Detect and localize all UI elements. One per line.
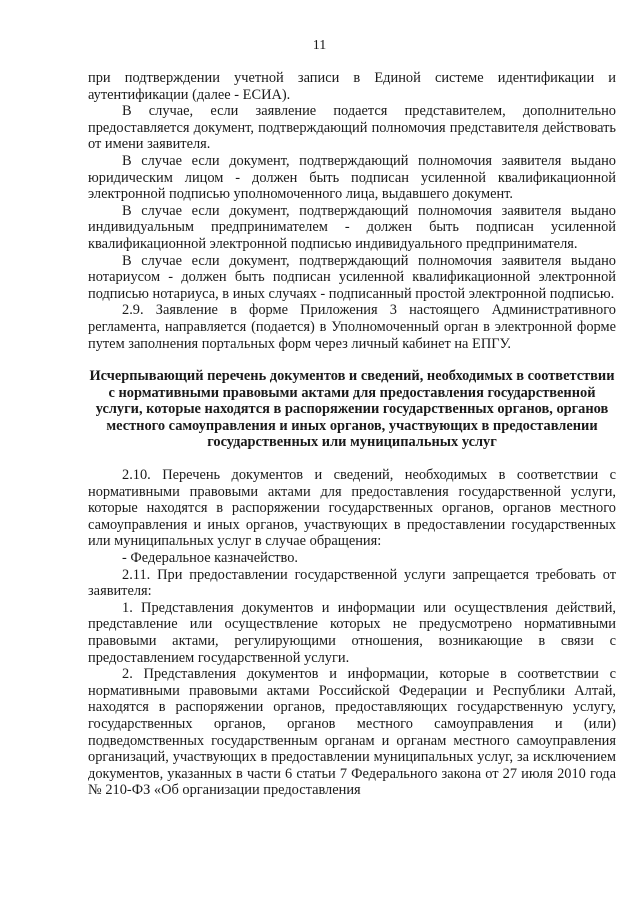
paragraph: В случае если документ, подтверждающий полномочия заявителя выдано нотариусом - должен быть подписан усиленной квалификационной электронной подписью нотариуса, в иных случаях - подписанный простой электронной подписью.: [88, 252, 616, 302]
list-item: - Федеральное казначейство.: [122, 550, 299, 567]
paragraph-2-11: 2.11. При предоставлении государственной услуги запрещается требовать от заявителя:: [88, 566, 616, 600]
paragraph: при подтверждении учетной записи в Единой системе идентификации и аутентификации (далее - ЕСИА).: [88, 70, 616, 103]
paragraph-2-10: 2.10. Перечень документов и сведений, необходимых в соответствии с нормативными правовыми актами для предоставления государственной услуги, которые находятся в распоряжении государственных органов, органов местного самоуправления и иных органов, участвующих в предоставлении государственных или муниципальных услуг в случае обращения:: [88, 467, 616, 550]
paragraph: В случае если документ, подтверждающий полномочия заявителя выдано юридическим лицом - должен быть подписан усиленной квалификационной электронной подписью уполномоченного лица, выдавшего документ.: [88, 152, 616, 203]
list-item: 2. Представления документов и информации, которые в соответствии с нормативными правовыми актами Российской Федерации и Республики Алтай, находятся в распоряжении органов, предоставляющих государственную услугу, государственных органов, органов местного самоуправления и (или) подведомственных государственным органам и органам местного самоуправления организаций, участвующих в предоставлении муниципальных услуг, за исключением документов, указанных в части 6 статьи 7 Федерального закона от 27 июля 2010 года № 210-ФЗ «Об организации предоставления: [88, 666, 616, 799]
paragraph: В случае если документ, подтверждающий полномочия заявителя выдано индивидуальным предпринимателем - должен быть подписан усиленной квалификационной электронной подписью индивидуального предпринимателя.: [88, 202, 616, 252]
document-body: [88, 70, 616, 799]
section-heading: Исчерпывающий перечень документов и сведений, необходимых в соответствии с нормативными правовыми актами для предоставления государственной услуги, которые находятся в распоряжении государственных органов, органов местного самоуправления и иных органов, участвующих в предоставлении государственных или муниципальных услуг: [89, 368, 615, 451]
paragraph-2-9: 2.9. Заявление в форме Приложения 3 настоящего Административного регламента, направляется (подается) в Уполномоченный орган в электронной форме путем заполнения портальных форм через личный кабинет на ЕПГУ.: [88, 302, 616, 352]
page-number: 11: [312, 38, 327, 53]
paragraph: В случае, если заявление подается представителем, дополнительно предоставляется документ, подтверждающий полномочия представителя действовать от имени заявителя.: [88, 103, 616, 153]
list-item: 1. Представления документов и информации или осуществления действий, представление или осуществление которых не предусмотрено нормативными правовыми актами, регулирующими отношения, возникающие в связи с предоставлением государственной услуги.: [88, 599, 616, 666]
